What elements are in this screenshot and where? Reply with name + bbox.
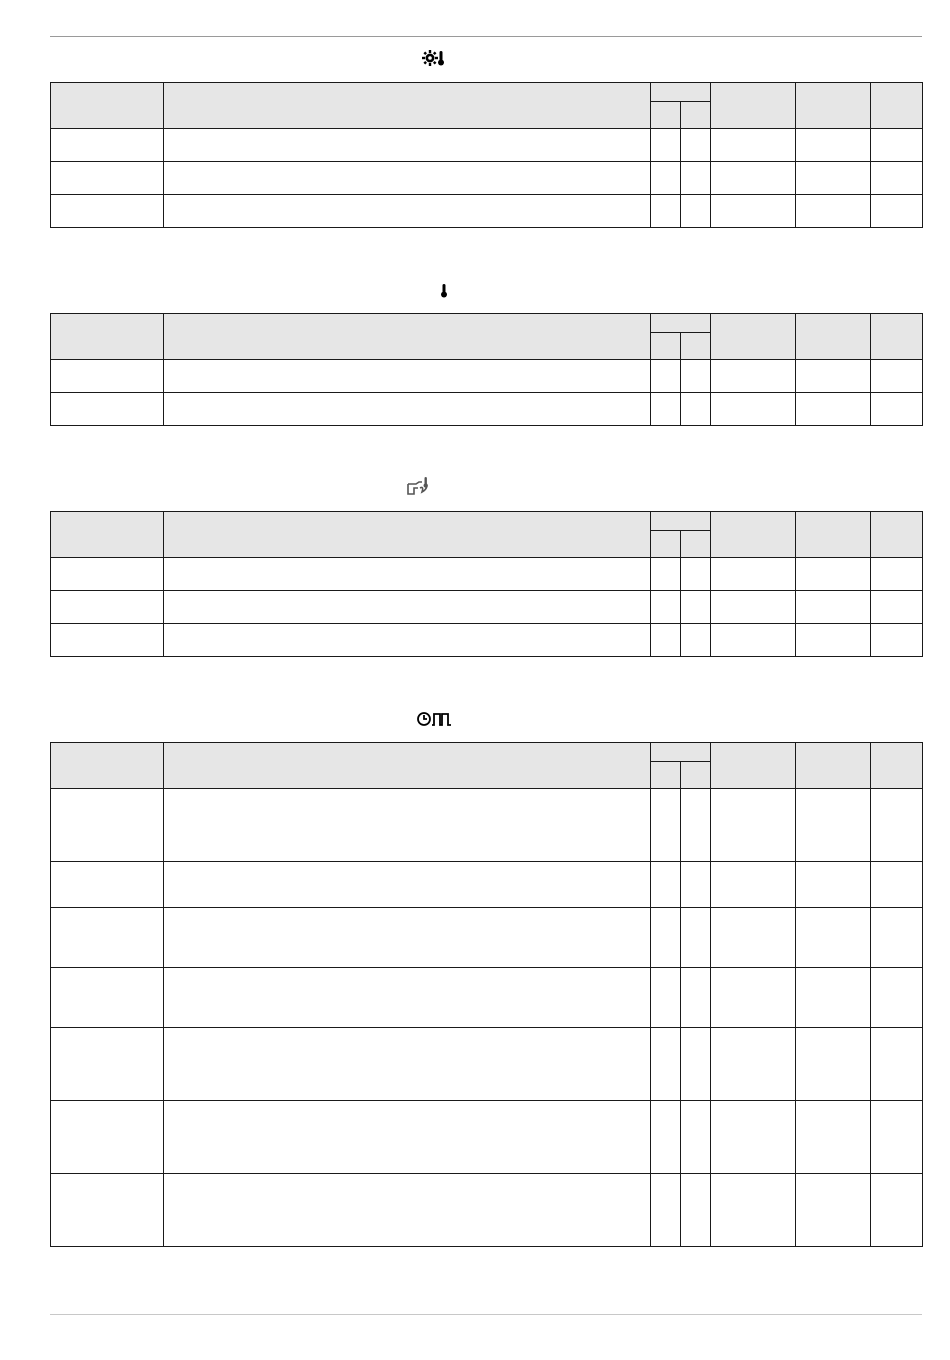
table-row <box>51 360 923 393</box>
header-cell <box>650 512 710 531</box>
header-cell <box>51 83 164 129</box>
header-cell <box>650 102 680 129</box>
header-cell <box>650 83 710 102</box>
header-cell <box>680 531 710 558</box>
param-table-1 <box>50 82 923 228</box>
table-row <box>51 558 923 591</box>
header-cell <box>51 512 164 558</box>
header-cell <box>680 762 710 789</box>
header-cell <box>164 512 651 558</box>
header-cell <box>164 314 651 360</box>
table-row <box>51 624 923 657</box>
header-cell <box>51 743 164 789</box>
table-row <box>51 129 923 162</box>
param-table-4 <box>50 742 923 1247</box>
header-cell <box>795 743 870 789</box>
param-table-2 <box>50 313 923 426</box>
header-cell <box>870 83 922 129</box>
table-row <box>51 393 923 426</box>
header-cell <box>870 314 922 360</box>
tap-thermometer-icon <box>405 476 465 496</box>
header-cell <box>650 762 680 789</box>
header-cell <box>795 314 870 360</box>
clock-pulse-icon <box>416 709 476 729</box>
table-row <box>51 162 923 195</box>
header-cell <box>650 531 680 558</box>
header-cell <box>870 512 922 558</box>
header-cell <box>650 743 710 762</box>
table-row <box>51 195 923 228</box>
bottom-rule <box>50 1314 922 1315</box>
header-cell <box>680 333 710 360</box>
param-table-3 <box>50 511 923 657</box>
header-cell <box>710 314 795 360</box>
header-cell <box>710 83 795 129</box>
header-cell <box>710 743 795 789</box>
header-cell <box>650 333 680 360</box>
header-cell <box>710 512 795 558</box>
table-row <box>51 591 923 624</box>
moon-thermometer-icon <box>428 280 488 300</box>
header-cell <box>164 83 651 129</box>
table-row <box>51 862 923 908</box>
table-row <box>51 908 923 968</box>
table-row <box>51 1174 923 1247</box>
gear-thermometer-icon <box>420 48 480 68</box>
header-cell <box>164 743 651 789</box>
header-cell <box>650 314 710 333</box>
header-cell <box>51 314 164 360</box>
table-row <box>51 789 923 862</box>
table-row <box>51 1101 923 1174</box>
header-cell <box>870 743 922 789</box>
header-cell <box>680 102 710 129</box>
header-cell <box>795 83 870 129</box>
top-rule <box>50 36 922 37</box>
table-row <box>51 1028 923 1101</box>
table-row <box>51 968 923 1028</box>
header-cell <box>795 512 870 558</box>
